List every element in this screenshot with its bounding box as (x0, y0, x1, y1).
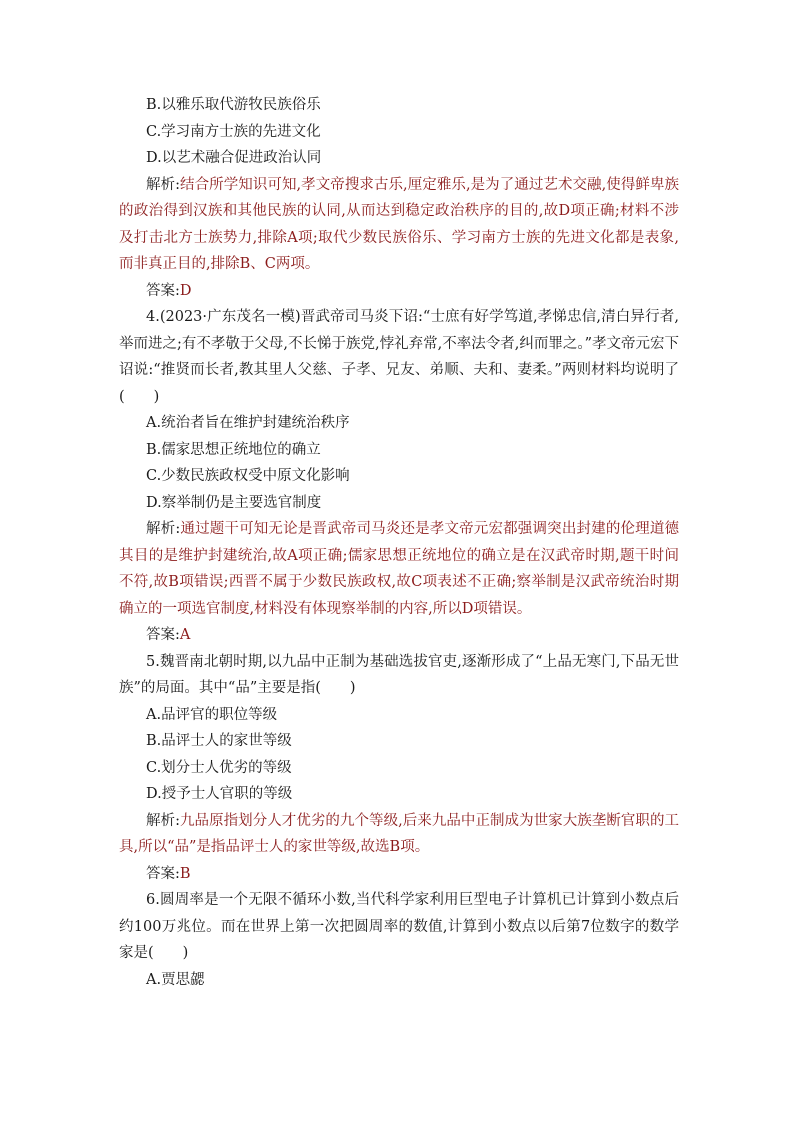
q5-answer-label: 答案: (146, 865, 180, 882)
q4-answer (119, 622, 679, 649)
q4-option-c: C.少数民族政权受中原文化影响 (146, 468, 350, 484)
q4-analysis-label: 解析: (146, 521, 181, 537)
q4-analysis-text: 通过题干可知无论是晋武帝司马炎还是孝文帝元宏都强调突出封建的伦理道德其目的是维护封建统治,故A项正确;儒家思想正统地位的确立是在汉武帝时期,题干时间不符,故B项错误;西晋不属于少数民族政权,故C项表述不正确;察举制是汉武帝统治时期确立的一项选官制度,材料没有体现察举制的内容,所以D项错误。 (119, 521, 680, 617)
q6-stem: 6.圆周率是一个无限不循环小数,当代科学家利用巨型电子计算机已计算到小数点后约100万兆位。而在世界上第一次把圆周率的数值,计算到小数点以后第7位数字的数学家是( ) (119, 892, 679, 961)
q3-option-d: D.以艺术融合促进政治认同 (146, 150, 322, 166)
q3-answer-label: 答案: (146, 282, 180, 299)
q5-analysis (119, 808, 679, 861)
q4-stem: 4.(2023·广东茂名一模)晋武帝司马炎下诏:“士庶有好学笃道,孝悌忠信,清白异行者,举而进之;有不孝敬于父母,不长悌于族党,悖礼弃常,不率法令者,纠而罪之。”孝文帝元宏下诏说:“推贤而长者,教其里人父慈、子孝、兄友、弟顺、夫和、妻柔。”两则材料均说明了( ) (119, 309, 679, 405)
q4-option-b: B.儒家思想正统地位的确立 (146, 441, 321, 458)
q4-option-a: A.统治者旨在维护封建统治秩序 (146, 415, 350, 431)
q5-analysis-text: 九品原指划分人才优劣的九个等级,后来九品中正制成为世家大族垄断官职的工具,所以“品”是指品评士人的家世等级,故选B项。 (119, 812, 679, 855)
q5-option-a: A.品评官的职位等级 (146, 706, 278, 723)
q3-analysis-label: 解析: (146, 176, 180, 193)
q4-analysis (119, 516, 679, 622)
document-content (119, 92, 679, 993)
q5-answer (119, 861, 679, 888)
q3-analysis (119, 172, 679, 278)
q4-option-d: D.察举制仍是主要选官制度 (146, 494, 322, 511)
q5-option-b: B.品评士人的家世等级 (146, 733, 292, 749)
q3-option-c: C.学习南方士族的先进文化 (146, 123, 321, 140)
q4-answer-value: A (179, 627, 191, 643)
q6-option-a: A.贾思勰 (146, 971, 205, 988)
q4-answer-label: 答案: (146, 627, 180, 643)
q3-analysis-text: 结合所学知识可知,孝文帝搜求古乐,厘定雅乐,是为了通过艺术交融,使得鲜卑族的政治得到汉族和其他民族的认同,从而达到稳定政治秩序的目的,故D项正确;材料不涉及打击北方士族势力,排除A项;取代少数民族俗乐、学习南方士族的先进文化都是表象,而非真正目的,排除B、C两项。 (119, 176, 679, 272)
q5-answer-value: B (179, 865, 191, 882)
q3-answer (119, 278, 679, 305)
q3-option-b: B.以雅乐取代游牧民族俗乐 (146, 97, 321, 113)
q5-stem: 5.魏晋南北朝时期,以九品中正制为基础选拔官吏,逐渐形成了“上品无寒门,下品无世族”的局面。其中“品”主要是指( ) (119, 653, 679, 696)
q5-analysis-label: 解析: (146, 812, 180, 829)
q5-option-c: C.划分士人优劣的等级 (146, 759, 292, 776)
q5-option-d: D.授予士人官职的等级 (146, 786, 293, 802)
q3-answer-value: D (179, 282, 192, 299)
